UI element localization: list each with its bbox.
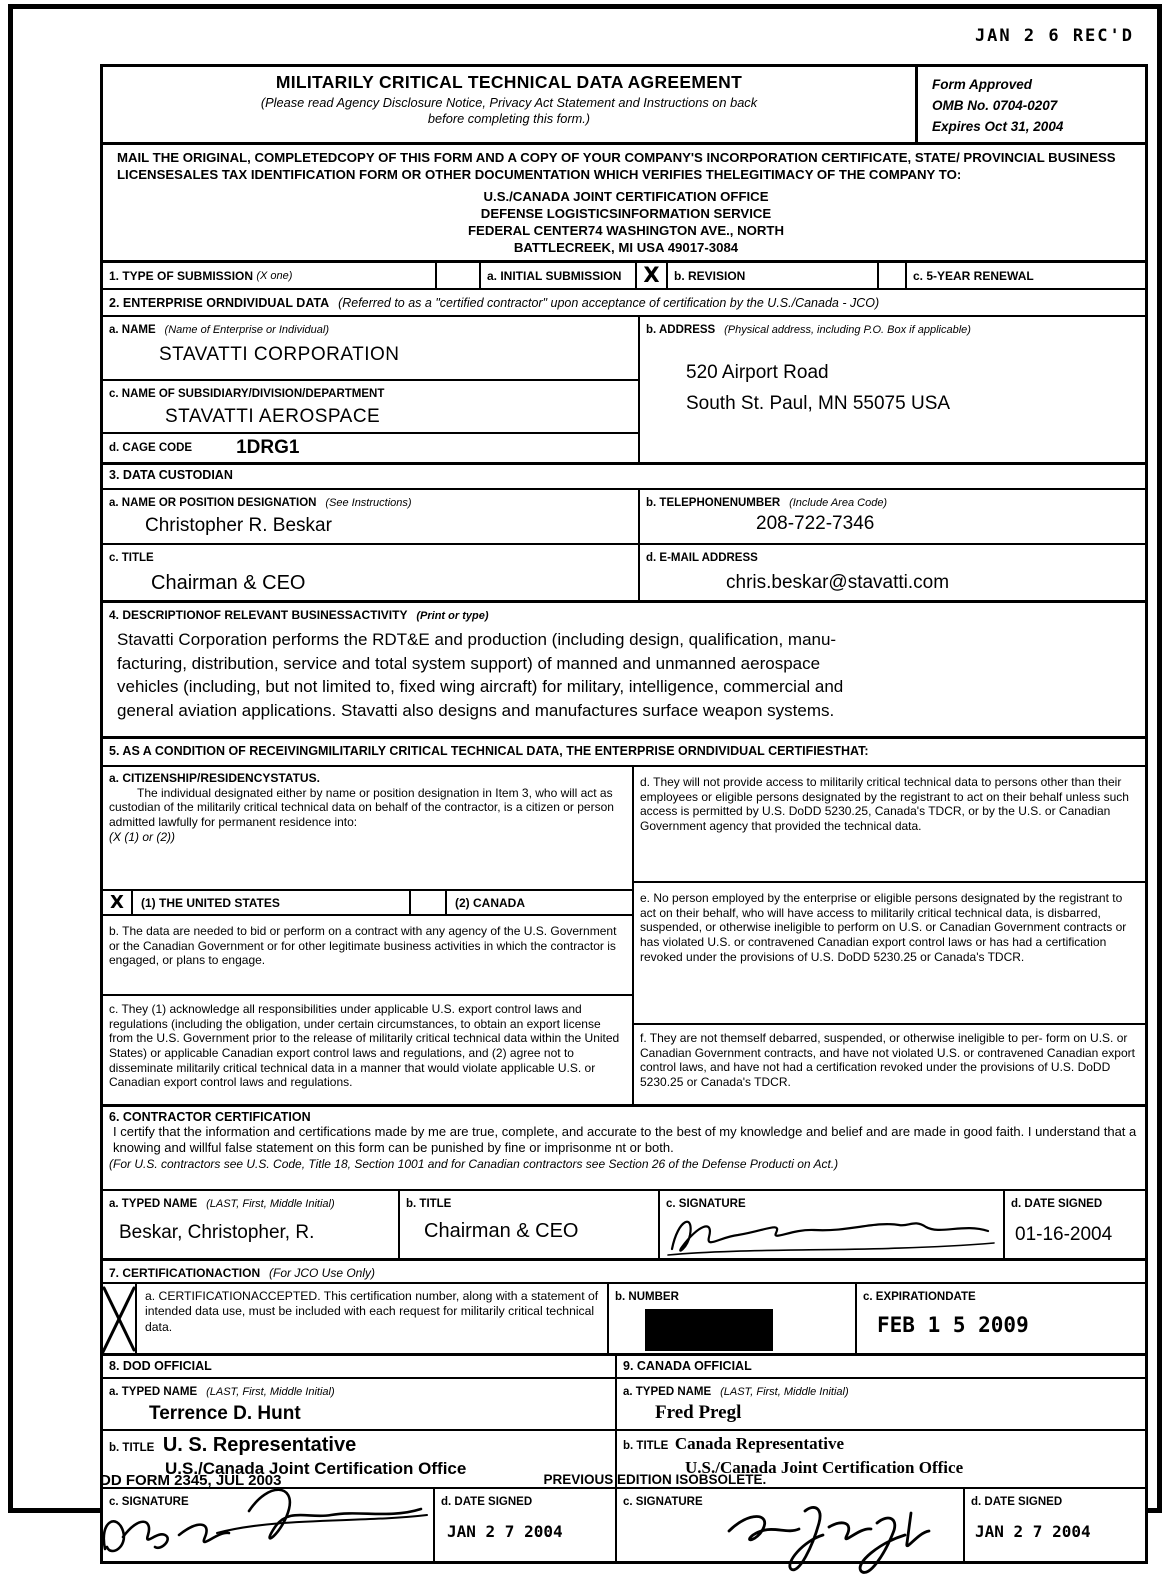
contractor-title-field	[400, 1191, 660, 1258]
received-date-stamp: JAN 2 6 REC'D	[974, 26, 1134, 46]
contractor-typed-name-hint: (LAST, First, Middle Initial)	[206, 1198, 335, 1211]
telephone-field	[640, 490, 1145, 543]
citizenship-options-row	[103, 891, 632, 916]
certification-accepted-text: a. CERTIFICATIONACCEPTED. This certification number, along with a statement of intended data use, must be included with each request for militarily critical technical data.	[137, 1284, 609, 1353]
condition-f-text: f. They are not themself debarred, suspended, or otherwise ineligible to per- form on U.S. or Canadian Government contracts, and have not violated U.S. or contravened Canadian export control laws, and have not had a certification revoked under the provisions of U.S. DoDD 5230.25 or Canada's TDCR.	[640, 1031, 1135, 1090]
condition-c-text: c. They (1) acknowledge all responsibilities under applicable U.S. export control laws and regulations (including the obligation, under certain circumstances, to obtain an export license from the U.S. Government prior to the release of militarily critical technical data within the United States) or applicable Canadian export control laws and regulations, and (2) agree not to disseminate militarily critical technical data in a manner that would violate applicable U.S. or Canadian export control laws and regulations.	[109, 1002, 620, 1090]
enterprise-name-hint: (Name of Enterprise or Individual)	[164, 324, 330, 337]
canada-typed-name-value: Fred Pregl	[655, 1402, 742, 1424]
certification-accepted-checkbox	[103, 1284, 137, 1353]
section5-header-row	[103, 739, 1145, 767]
address-value-line2: South St. Paul, MN 55075 USA	[686, 392, 951, 414]
section8-9-header-row	[103, 1356, 1145, 1379]
revision-checkbox	[637, 263, 668, 288]
section2-title-hint: (Referred to as a "certified contractor" upon acceptance of certification by the U.S./Canada - JCO)	[338, 296, 880, 311]
mail-instructions-row	[103, 145, 1145, 263]
form-title: MILITARILY CRITICAL TECHNICAL DATA AGREEMENT	[275, 72, 743, 92]
canada-typed-name-hint: (LAST, First, Middle Initial)	[720, 1386, 849, 1399]
section2-title: 2. ENTERPRISE ORNDIVIDUAL DATA	[109, 296, 330, 311]
form-number: DD FORM 2345, JUL 2003	[100, 1472, 282, 1489]
condition-d-text: d. They will not provide access to militarily critical technical data to persons other than their employees or eligible persons designated by the registrant to act on their behalf unless such access is permitted by U.S. DoDD 5230.25, Canada's TDCR, or by the U.S. or Canadian Government agency that provided the technical data.	[634, 767, 1145, 883]
contractor-date-signed-label: d. DATE SIGNED	[1011, 1198, 1103, 1211]
contractor-date-signed-field	[1005, 1191, 1145, 1258]
dod-signature-label: c. SIGNATURE	[109, 1496, 189, 1509]
mail-address-line4: BATTLECREEK, MI USA 49017-3084	[513, 240, 739, 256]
certification-statute-hint: (For U.S. contractors see U.S. Code, Title 18, Section 1001 and for Canadian contractors see Section 26 of the Defense Producti on Act.)	[109, 1156, 839, 1171]
section3-header-row	[103, 465, 1145, 490]
address-value-line1: 520 Airport Road	[686, 362, 829, 384]
dod-date-signed-field	[435, 1489, 617, 1561]
section5-body-row	[103, 767, 1145, 1107]
citizenship-title: a. CITIZENSHIP/RESIDENCYSTATUS.	[109, 771, 320, 786]
telephone-label: b. TELEPHONENUMBER	[646, 497, 781, 510]
officials-signature-row	[103, 1489, 1145, 1561]
dod-typed-name-field	[103, 1379, 617, 1429]
mail-intro: MAIL THE ORIGINAL, COMPLETEDCOPY OF THIS FORM AND A COPY OF YOUR COMPANY'S INCORPORATION CERTIFICATE, STATE/ PROVINCIAL BUSINESS LICENSESALES TAX IDENTIFICATION FORM OR OTHER DOCUMENTATION WHICH VERIFIES THELEGITIMACY OF THE COMPANY TO:	[117, 149, 1116, 182]
custodian-name-label: a. NAME OR POSITION DESIGNATION	[109, 497, 317, 510]
canada-date-signed-field	[965, 1489, 1145, 1561]
subsidiary-value: STAVATTI AEROSPACE	[165, 405, 381, 427]
canada-typed-name-field	[617, 1379, 1145, 1429]
canada-date-signed-stamp: JAN 2 7 2004	[975, 1522, 1091, 1542]
section3-title: 3. DATA CUSTODIAN	[109, 468, 233, 483]
dod-date-signed-label: d. DATE SIGNED	[441, 1496, 533, 1509]
business-activity-line3: vehicles (including, but not limited to, fixed wing aircraft) for military, intelligence, commercial and	[117, 677, 844, 697]
five-year-renewal-label: c. 5-YEAR RENEWAL	[913, 268, 1034, 283]
section3-row2	[103, 545, 1145, 603]
section1-label-hint: (X one)	[256, 269, 293, 282]
section1-type-of-submission	[103, 263, 1145, 290]
cage-code-field	[103, 434, 638, 462]
us-citizen-label: (1) THE UNITED STATES	[133, 891, 411, 914]
subsidiary-label: c. NAME OF SUBSIDIARY/DIVISION/DEPARTMENT	[109, 387, 385, 400]
expiration-date-stamp: FEB 1 5 2009	[877, 1313, 1029, 1338]
officials-typed-name-row	[103, 1379, 1145, 1431]
telephone-value: 208-722-7346	[756, 513, 875, 535]
custodian-name-value: Christopher R. Beskar	[145, 515, 332, 537]
omb-approval-line2: OMB No. 0704-0207	[932, 97, 1058, 113]
custodian-title-value: Chairman & CEO	[151, 572, 306, 595]
section5-right-column	[634, 767, 1145, 1104]
revision-x-mark: X	[643, 263, 660, 288]
section7-header-row	[103, 1261, 1145, 1284]
contractor-typed-name-value: Beskar, Christopher, R.	[119, 1222, 315, 1244]
enterprise-name-label: a. NAME	[109, 324, 156, 337]
address-field	[640, 317, 1145, 462]
dod-date-signed-stamp: JAN 2 7 2004	[447, 1522, 563, 1542]
contractor-date-signed-value: 01-16-2004	[1015, 1224, 1113, 1246]
section3-row1	[103, 490, 1145, 545]
business-activity-label: 4. DESCRIPTIONOF RELEVANT BUSINESSACTIVITY	[109, 608, 408, 623]
address-hint: (Physical address, including P.O. Box if applicable)	[724, 324, 971, 337]
section2-header-row	[103, 290, 1145, 317]
dod-typed-name-value: Terrence D. Hunt	[149, 1403, 301, 1425]
address-label: b. ADDRESS	[646, 324, 716, 337]
certification-number-label: b. NUMBER	[615, 1291, 679, 1304]
citizenship-block	[103, 767, 632, 891]
custodian-name-hint: (See Instructions)	[325, 497, 412, 510]
contractor-title-value: Chairman & CEO	[424, 1220, 579, 1243]
expiration-date-label: c. EXPIRATIONDATE	[863, 1291, 976, 1304]
section2-header	[103, 290, 1145, 315]
canada-title-label: b. TITLE	[623, 1440, 669, 1453]
certification-accepted-x-mark	[101, 1284, 139, 1356]
canada-date-signed-label: d. DATE SIGNED	[971, 1496, 1063, 1509]
dd-form-2345	[100, 64, 1148, 1564]
section7-title: 7. CERTIFICATIONACTION	[109, 1266, 261, 1281]
dod-title-label: b. TITLE	[109, 1442, 155, 1455]
previous-edition-note: PREVIOUS EDITION ISOBSOLETE.	[543, 1472, 767, 1487]
mail-address-line3: FEDERAL CENTER74 WASHINGTON AVE., NORTH	[467, 222, 785, 238]
contractor-signature-field	[660, 1191, 1005, 1258]
form-subtitle-line1: (Please read Agency Disclosure Notice, Privacy Act Statement and Instructions on back	[260, 95, 758, 110]
section5-left-column	[103, 767, 634, 1104]
contractor-typed-name-field	[103, 1191, 400, 1258]
redacted-certification-number	[645, 1309, 773, 1351]
citizenship-text: The individual designated either by name or position designation in Item 3, who will act as custodian of the militarily critical technical data on behalf of the contractor, is a citizen or person admitted lawfully for permanent residence into:	[109, 785, 614, 830]
business-activity-line2: facturing, distribution, service and total system support) of manned and unmanned aerospace	[117, 653, 821, 673]
section9-title: 9. CANADA OFFICIAL	[623, 1359, 752, 1374]
mail-instructions	[103, 145, 1145, 260]
initial-submission-label: a. INITIAL SUBMISSION	[481, 263, 637, 288]
dod-typed-name-hint: (LAST, First, Middle Initial)	[206, 1386, 335, 1399]
canada-signature-label: c. SIGNATURE	[623, 1496, 703, 1509]
form-subtitle	[113, 95, 905, 127]
custodian-name-field	[103, 490, 640, 543]
form-footer	[100, 1472, 1148, 1489]
dod-title-value2: U.S./Canada Joint Certification Office	[165, 1459, 467, 1479]
telephone-hint: (Include Area Code)	[789, 497, 888, 510]
business-activity-line1: Stavatti Corporation performs the RDT&E and production (including design, qualification, manu-	[117, 630, 837, 650]
section2-body-row	[103, 317, 1145, 465]
business-activity-hint: (Print or type)	[416, 610, 489, 623]
enterprise-name-field	[103, 317, 638, 380]
mail-address-line2: DEFENSE LOGISTICSINFORMATION SERVICE	[480, 205, 772, 221]
contractor-signature-label: c. SIGNATURE	[666, 1198, 746, 1211]
canada-citizen-checkbox	[411, 891, 447, 914]
omb-approval-block	[918, 67, 1145, 142]
section7-title-hint: (For JCO Use Only)	[269, 1266, 376, 1281]
custodian-title-field	[103, 545, 640, 600]
five-year-renewal-checkbox	[879, 263, 907, 288]
omb-approval-line3: Expires Oct 31, 2004	[932, 118, 1064, 134]
canada-signature-field	[617, 1489, 965, 1561]
contractor-title-label: b. TITLE	[406, 1198, 452, 1211]
us-citizen-checkbox	[103, 891, 133, 914]
cage-code-value: 1DRG1	[236, 437, 300, 459]
business-activity-field	[103, 603, 1145, 736]
contractor-certification-block	[103, 1107, 1145, 1189]
email-field	[640, 545, 1145, 600]
form-header-row	[103, 67, 1145, 145]
section7-header	[103, 1261, 1145, 1282]
section5-title: 5. AS A CONDITION OF RECEIVINGMILITARILY CRITICAL TECHNICAL DATA, THE ENTERPRISE ORNDIVIDUAL CERTIFIESTHAT:	[109, 744, 869, 759]
subsidiary-field	[103, 381, 638, 435]
dod-signature-field	[103, 1489, 435, 1561]
initial-submission-checkbox	[437, 263, 481, 288]
beskar-signature	[662, 1205, 998, 1261]
custodian-title-label: c. TITLE	[109, 552, 154, 565]
mail-address-line1: U.S./CANADA JOINT CERTIFICATION OFFICE	[483, 188, 769, 204]
contractor-typed-name-label: a. TYPED NAME	[109, 1198, 198, 1211]
citizenship-hint: (X (1) or (2))	[109, 829, 175, 844]
dod-title-value1: U. S. Representative	[162, 1434, 357, 1457]
expiration-date-field	[857, 1284, 1145, 1353]
cage-code-label: d. CAGE CODE	[109, 442, 193, 455]
section6-text-row	[103, 1107, 1145, 1191]
condition-e-text: e. No person employed by the enterprise or eligible persons designated by the registrant to act on their behalf, who will have access to militarily critical technical data, is disbarred, suspended, or otherwise ineligible to perform on U.S. or Canadian Government contracts or has violated U.S. or contravened Canadian export control laws or has had a certification revoked under the provisions of U.S. DoDD 5230.25 or Canada's TDCR.	[634, 883, 1145, 1025]
business-activity-value	[109, 624, 1139, 722]
revision-label: b. REVISION	[668, 263, 879, 288]
business-activity-line4: general aviation applications. Stavatti also designs and manufactures surface weapon systems.	[117, 700, 835, 720]
canada-typed-name-label: a. TYPED NAME	[623, 1386, 712, 1399]
form-subtitle-line2: before completing this form.)	[427, 110, 591, 126]
canada-citizen-label: (2) CANADA	[455, 895, 525, 910]
section1-label	[103, 263, 437, 288]
section6-title: 6. CONTRACTOR CERTIFICATION	[109, 1110, 311, 1125]
section8-title: 8. DOD OFFICIAL	[103, 1356, 617, 1377]
email-label: d. E-MAIL ADDRESS	[646, 552, 758, 565]
dod-typed-name-label: a. TYPED NAME	[109, 1386, 198, 1399]
section2-left-column	[103, 317, 640, 462]
section6-fields-row	[103, 1191, 1145, 1261]
email-value: chris.beskar@stavatti.com	[726, 572, 950, 594]
omb-approval-line1: Form Approved	[932, 77, 1033, 92]
mail-address	[117, 188, 1135, 257]
certification-number-field	[609, 1284, 857, 1353]
pregl-signature	[721, 1491, 941, 1581]
form-title-block	[103, 67, 918, 142]
canada-title-value2: U.S./Canada Joint Certification Office	[685, 1458, 964, 1478]
enterprise-name-value: STAVATTI CORPORATION	[159, 344, 400, 366]
condition-b-text: b. The data are needed to bid or perform on a contract with any agency of the U.S. Government or the Canadian Government or for other legitimate business activities in which the contractor is engaged, or plans to engage.	[103, 916, 632, 996]
address-value	[646, 338, 1139, 419]
section4-row	[103, 603, 1145, 739]
canada-title-value1: Canada Representative	[674, 1434, 845, 1454]
section1-label-text: 1. TYPE OF SUBMISSION	[109, 268, 254, 283]
certification-statement: I certify that the information and certifications made by me are true, complete, and accurate to the best of my knowledge and belief and are made in good faith. I understand that a knowing and willful false statement on this form can be punished by fine or imprisonme nt or both.	[113, 1124, 1137, 1156]
us-citizen-x-mark: X	[110, 891, 124, 913]
section7-body-row	[103, 1284, 1145, 1356]
